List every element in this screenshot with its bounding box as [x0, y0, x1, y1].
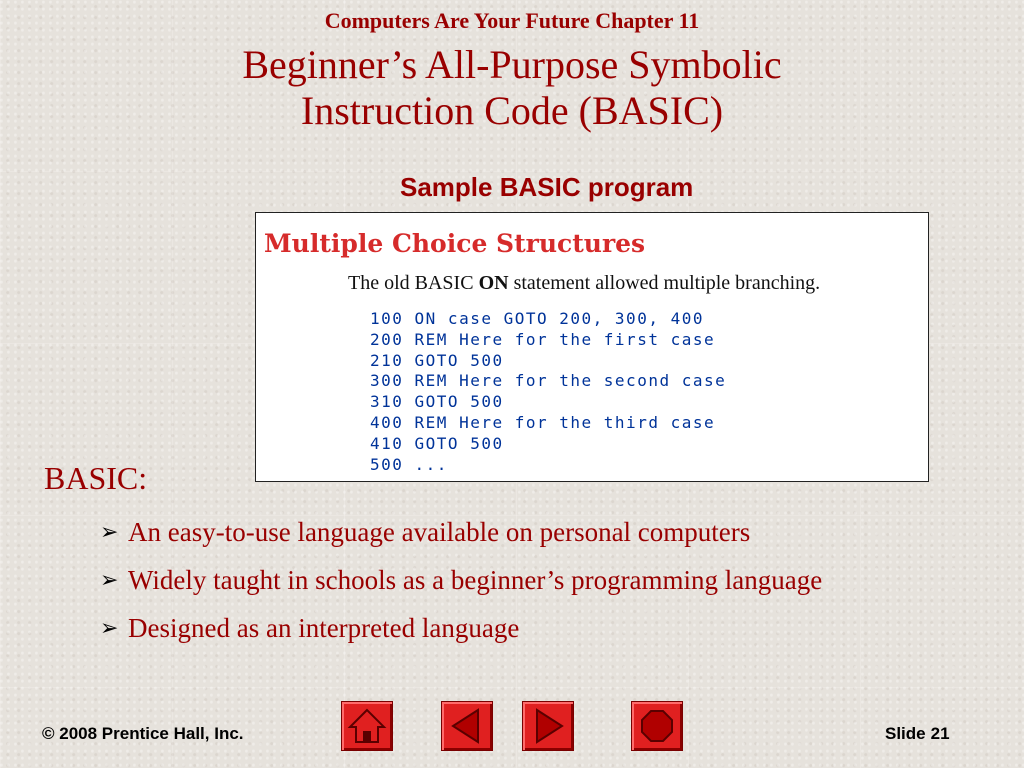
slide-title: [0, 42, 1024, 134]
bullet-item: [100, 512, 920, 552]
arrow-bullet-icon: ➢: [100, 519, 119, 544]
chapter-title: Computers Are Your Future Chapter 11: [324, 8, 700, 33]
slide-title-line-2: Instruction Code (BASIC): [300, 88, 724, 133]
next-icon: [523, 702, 573, 750]
slide-number-value: 21: [930, 724, 950, 743]
copyright-notice: © 2008 Prentice Hall, Inc.: [42, 724, 244, 743]
code-line: 500 ...: [370, 454, 448, 474]
previous-icon: [442, 702, 492, 750]
bullet-text: An easy-to-use language available on personal computers: [128, 517, 751, 547]
code-line: 200 REM Here for the first case: [370, 329, 716, 349]
slide-number: [885, 723, 950, 745]
home-icon: [342, 702, 392, 750]
code-sample-panel: [255, 212, 929, 482]
code-line: 300 REM Here for the second case: [370, 371, 727, 391]
code-line: 310 GOTO 500: [370, 392, 504, 412]
panel-description-start: The old BASIC: [348, 272, 479, 294]
section-heading: BASIC:: [44, 460, 148, 496]
code-line: 400 REM Here for the third case: [370, 412, 716, 432]
previous-slide-button[interactable]: [441, 701, 493, 751]
arrow-bullet-icon: ➢: [100, 615, 119, 640]
panel-description: [348, 270, 820, 296]
arrow-bullet-icon: ➢: [100, 567, 119, 592]
slide-title-line-1: Beginner’s All-Purpose Symbolic: [242, 42, 782, 87]
code-line: 210 GOTO 500: [370, 350, 504, 370]
end-show-button[interactable]: [631, 701, 683, 751]
sample-program-caption: Sample BASIC program: [400, 172, 694, 202]
panel-description-end: statement allowed multiple branching.: [508, 272, 821, 294]
bullet-text: Designed as an interpreted language: [128, 613, 520, 643]
home-button[interactable]: [341, 701, 393, 751]
bullet-item: [100, 608, 920, 648]
bullet-item: [100, 560, 920, 600]
bullet-text: Widely taught in schools as a beginner’s programming language: [128, 565, 823, 595]
panel-heading: Multiple Choice Structures: [264, 229, 646, 258]
bullet-list: [100, 512, 920, 656]
code-line: 100 ON case GOTO 200, 300, 400: [370, 309, 704, 328]
stop-icon: [632, 702, 682, 750]
code-line: 410 GOTO 500: [370, 433, 504, 453]
on-keyword: ON: [478, 272, 509, 294]
slide-label: Slide: [885, 724, 926, 743]
code-block: [370, 309, 726, 475]
next-slide-button[interactable]: [522, 701, 574, 751]
